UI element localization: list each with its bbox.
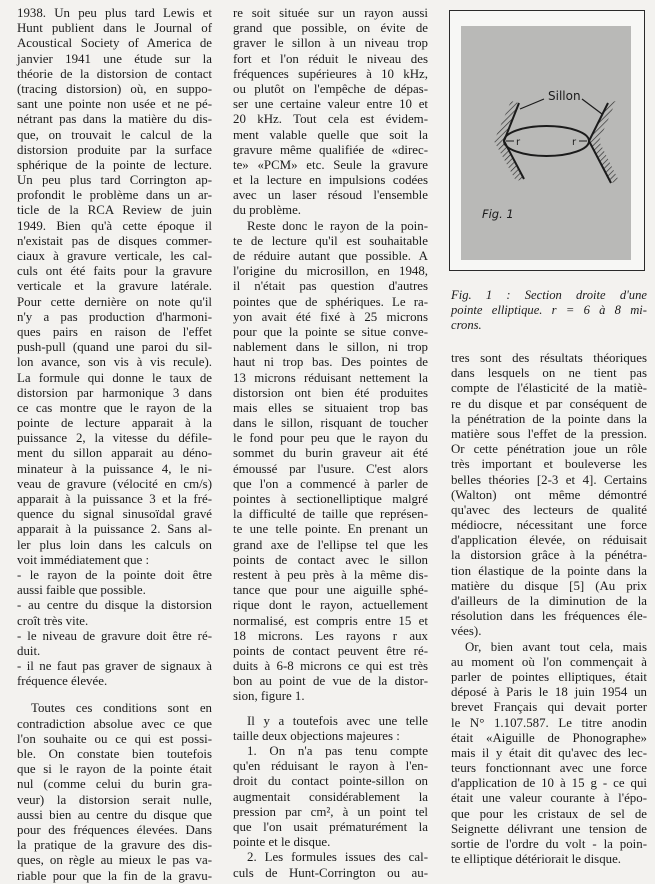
text-line: distorsion par harmonique 3 dans [17,385,212,400]
text-line: sortie de l'ordre du volt - la poin- [451,837,647,851]
paragraph [233,6,428,219]
text-line: ques pairs en raison de l'effet [17,324,212,339]
paragraph [17,659,212,689]
text-line: minateur à la puissance 4, le ni- [17,461,212,476]
text-line: pour des fréquences élevées. Dans [17,822,212,837]
text-line: re du disque et par conséquent de [451,396,647,411]
text-line: que l'on a commencé à parler de [233,476,428,491]
caption-line: pointe elliptique. r = 6 à 8 mi- [451,303,647,318]
text-line: 1949. Bien qu'à cette époque il [17,218,212,233]
text-line: veur) la distorsion serait nulle, [17,792,212,807]
text-line: aussi faible que possible. [17,583,146,598]
figure-panel [461,26,631,260]
text-line: La formule qui donne le taux de [17,370,212,385]
text-line: 13 microns réduisant nettement la [233,370,428,385]
text-line: que l'on usait prématurément la [233,819,428,834]
text-line: voit immédiatement que : [17,552,150,567]
text-line: sant une pointe non usée et ne pé- [17,97,212,112]
text-line: n'y a pas production d'harmoni- [17,309,212,324]
text-line: teurs fonctionnant avec une force [451,761,647,776]
text-line: push-pull (quand une paroi du sil- [17,340,212,355]
text-line: fort et l'on réduit le niveau des [233,51,428,66]
text-line: nul (comme celui du burin gra- [17,777,212,792]
text-line: pointe de lecture apparait à la [17,416,212,431]
text-line: duit. [17,643,41,658]
text-line: dans lesquels on ne tient pas [451,366,647,381]
text-line: puissance 2, la vitesse du défile- [17,431,212,446]
text-column-2 [233,6,428,881]
text-line: 20 kHz. Tout cela est évidem- [233,112,428,127]
text-line: pointe et le disque. [233,835,331,850]
text-line: l'on souhaite ou ce qui est possi- [17,731,212,746]
text-line: distorsion produite par la surface [17,142,212,157]
text-line: tion élastique de la pointe dans la [451,563,647,578]
paragraph [17,629,212,659]
text-line: janvier 1941 une étude sur la [17,51,212,66]
text-line: distorsion ont bien été produites [233,385,428,400]
text-line: que pour les cristaux de sel de [451,806,647,821]
text-line: la distorsion grâce à la pénétra- [451,548,647,563]
text-line: grand axe de l'ellipse tel que les [233,537,428,552]
text-line: 1. On n'a pas tenu compte [247,744,428,758]
text-line: fréquences supérieures à 10 kHz, [233,66,428,81]
text-line: que, on trouvait le calcul de la [17,127,212,142]
text-line: était une valeur courante à l'épo- [451,791,647,806]
text-line: 2. Les formules issues des cal- [247,850,428,865]
text-line: Un peu plus tard Corrington ap- [17,173,212,188]
text-line: l'origine du microsillon, en 1948, [233,264,428,279]
text-line: d'application élevée, on réduisait [451,533,647,548]
text-line: et la lecture en impulsions codées [233,173,428,188]
text-line: sphérique de la pointe de lecture. [17,157,212,172]
text-line: d'application de 10 à 15 g - ce qui [451,776,647,791]
text-line: - le niveau de gravure doit être ré- [17,628,212,643]
text-line: mais elles se situaient trop bas [233,400,428,415]
text-line: gravure même qualifiée de «direc- [233,142,428,157]
text-line: déposé à Paris le 18 juin 1954 un [451,685,647,700]
text-line: tres sont des résultats théoriques [451,351,647,365]
figure-1 [449,10,645,271]
text-line: dans le sillon, risquant de toucher [233,416,428,431]
label-r-right: r [572,137,577,148]
text-line: nétrant pas dans la matière du dis- [17,112,212,127]
text-line: vées). [451,624,482,639]
text-line: duits à 6-8 microns ce qui est très [233,659,428,674]
text-line: apparait à la puissance 3 et la fré- [17,492,212,506]
text-line: ciaux à gravure verticale, les cal- [17,249,212,263]
text-line: contradiction absolue avec ce que [17,716,212,731]
text-line: médiocre, nécessitant une force [451,518,647,533]
text-line: du problème. [233,203,302,218]
text-line: re soit située sur un rayon aussi [233,6,428,20]
text-line: pointes que de sphériques. Le ra- [233,294,428,309]
text-line: bon au point de vue de la distor- [233,674,428,689]
text-line: te» «PCM» etc. Seule la gravure [233,157,428,172]
text-line: il n'était pas question d'autres [233,279,428,294]
text-line: nablement dans le sillon, ni trop [233,340,428,355]
figure-label: Fig. 1 [482,207,514,221]
text-line: ment valable quelle que soit la [233,127,428,142]
text-line: points de contact avec le sillon [233,552,428,567]
text-line: droit du contact pointe-sillon on [233,774,428,789]
text-line: fréquence élevée. [17,674,108,689]
text-line: qu'en réduisant le rayon à l'en- [233,759,428,774]
text-line: d'ailleurs de la diminution de la [451,594,647,608]
text-line: résolution dans les fréquences éle- [451,609,647,624]
text-line: ler plus loin dans les calculs on [17,537,212,552]
text-line: (tracing distorsion) où, en suppo- [17,81,212,96]
text-line: brevet Français qui devait porter [451,700,647,715]
text-line: qu'avec des lecteurs de qualité [451,502,647,517]
text-line: pour que la pointe se situe conve- [233,324,428,339]
text-line: Il y a toutefois avec une telle [247,713,428,728]
text-line: te une telle pointe. En prenant un [233,522,428,537]
text-column-3 [451,351,647,867]
paragraph [451,640,647,868]
text-line: - au centre du disque la distorsion [17,598,212,613]
text-line: le fond pour peu que le rayon du [233,431,428,446]
text-line: la pratique de la gravure des dis- [17,838,212,853]
text-line: au moment où l'on commençait à [451,654,647,669]
paragraph [451,351,647,640]
text-line: ce cas montre que le rayon de la [17,400,212,415]
text-line: compte de l'élasticité de la matiè- [451,381,647,396]
text-line: apparait à la puissance 2. Sans al- [17,522,212,537]
text-line: rique dont le rayon, actuellement [233,598,428,613]
text-line: Acoustical Society of America de [17,36,212,51]
text-line: Or cette pénétration joue un rôle [451,442,647,457]
text-line: lon avance, son vis à vis recule). [17,355,212,370]
text-line: croît très vite. [17,613,89,628]
text-line: normalisé, est compris entre 15 et [233,613,428,628]
text-line: aussi bien au centre du disque que [17,807,212,822]
text-line: veau de gravure (vélocité en cm/s) [17,476,212,491]
text-line: 1938. Un peu plus tard Lewis et [17,6,212,20]
text-line: ser une certaine valeur entre 10 et [233,97,428,112]
paragraph [17,6,212,568]
text-line: (Walton) ont même démontré [451,487,647,502]
text-line: taille deux objections majeures : [233,728,400,743]
text-line: - le rayon de la pointe doit être [17,567,212,582]
text-line: 18 microns. Les rayons r aux [233,628,428,643]
text-line: Hunt publient dans le Journal of [17,21,212,36]
paragraph [233,219,428,705]
text-line: points de contact peuvent être ré- [233,643,428,658]
text-line: restent à peu près à la même dis- [233,567,428,582]
text-line: sommet du burin graveur ait été [233,446,428,461]
text-line: ment du sillon apparait au déno- [17,446,212,461]
text-line: graver le sillon à un niveau trop [233,36,428,51]
text-line: Toutes ces conditions sont en [31,701,212,716]
paragraph [233,744,428,850]
text-line: yon avait été fixé à 25 microns [233,309,428,324]
paragraph [233,714,428,744]
caption-line: Fig. 1 : Section droite d'une [451,288,647,302]
text-line: haut ni trop bas. Des pointes de [233,355,428,370]
text-line: très important et bouleverse les [451,457,647,472]
text-line: que si le rayon de la pointe était [17,762,212,777]
text-line: culs de Hunt-Corrington ou au- [233,865,428,880]
caption-line: crons. [451,318,482,333]
text-line: parler de pointes elliptiques, était [451,669,647,684]
text-line: était «Aiguille de Phonographe» [451,730,647,745]
text-line: verticale et la gravure latérale. [17,279,212,294]
text-line: augmentait considérablement la [233,789,428,804]
text-line: mais il y était dit qu'avec des lec- [451,745,647,760]
text-line: avec un laser résoud l'ensemble [233,188,428,203]
paragraph [17,701,212,883]
text-line: matière sous l'effet de la pression. [451,426,647,441]
text-line: Seignette délivrant une tension de [451,821,647,836]
paragraph [17,568,212,598]
label-sillon: Sillon [548,89,581,103]
text-line: belles théories [2-3 et 4]. Certains [451,472,647,487]
figure-caption [451,289,647,335]
text-line: te elliptique détériorait le disque. [451,852,622,867]
text-line: la difficulté de taille que représen- [233,507,428,522]
text-line: ble. On constate bien toutefois [17,747,212,761]
text-line: émoussé par l'usure. C'est alors [233,461,428,476]
text-line: grand que possible, on évite de [233,21,428,36]
text-line: - il ne faut pas graver de signaux à [17,659,212,674]
text-line: Reste donc le rayon de la poin- [247,218,428,233]
text-line: ou plutôt on l'empêche de dépas- [233,81,428,96]
text-line: la pénétration de la pointe dans la [451,411,647,426]
text-line: pression par cm², à un point tel [233,804,428,819]
elliptical-stylus-diagram [450,11,646,272]
paragraph [233,850,428,880]
text-line: le N° 1.107.587. Le titre anodin [451,715,647,730]
text-line: théorie de la distorsion de contact [17,66,212,81]
text-line: riable pour que la fin de la gravu- [17,868,212,883]
text-line: te de lecture qu'il est souhaitable [233,233,428,248]
text-line: matière du disque [5] (Au prix [451,578,647,593]
text-line: ques, on règle au mieux le pas va- [17,853,212,868]
text-line: n'existait pas de disques commer- [17,233,212,248]
label-r-left: r [516,137,521,148]
text-line: profondit le problème dans un ar- [17,188,212,203]
text-line: quence du signal sinusoïdal gravé [17,507,212,522]
text-line: tance que pour une aiguille sphé- [233,583,428,598]
text-line: pointes à sectionelliptique malgré [233,492,428,506]
text-line: Or, bien avant tout cela, mais [465,639,647,654]
text-line: de réduire autant que possible. A [233,249,428,263]
paragraph [17,598,212,628]
text-line: culs ont été faits pour la gravure [17,264,212,279]
text-line: sion, figure 1. [233,689,305,704]
text-column-1 [17,6,212,884]
text-line: ticle de la RCA Review de juin [17,203,212,218]
text-line: Pour cette dernière on note qu'il [17,294,212,309]
